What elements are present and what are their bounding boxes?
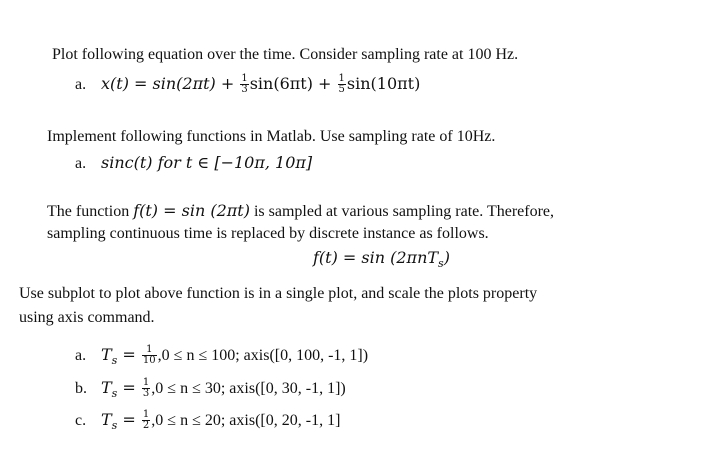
section2-item-a bbox=[75, 153, 312, 173]
fraction-one-third: $\frac{1}{3}$ bbox=[241, 73, 248, 95]
fraction-one-fifth: $\frac{1}{5}$ bbox=[338, 73, 345, 95]
formula-text: f(t) = sin (2πnT bbox=[313, 248, 439, 267]
item-label: a. bbox=[75, 155, 87, 172]
var: T bbox=[101, 410, 112, 429]
formula-close: ) bbox=[443, 248, 450, 267]
sub: s bbox=[111, 354, 118, 367]
item-label: a. bbox=[75, 347, 87, 364]
section2-intro: Implement following functions in Matlab. Use sampling rate of 10Hz. bbox=[47, 128, 496, 145]
equation-x-def: x(t) = sin(2πt) + bbox=[101, 74, 235, 93]
sub: s bbox=[111, 387, 118, 400]
section3-line2: sampling continuous time is replaced by discrete instance as follows. bbox=[47, 225, 489, 242]
formula-subscript: s bbox=[438, 257, 444, 270]
fraction: $\frac{1}{3}$ bbox=[142, 377, 150, 399]
sinc-expression: sinc(t) for t ∈ [−10π, 10π] bbox=[101, 153, 313, 172]
eq: = bbox=[117, 410, 136, 429]
eq: = bbox=[117, 345, 136, 364]
item-label: c. bbox=[75, 412, 87, 429]
section4-line1: Use subplot to plot above function is in a single plot, and scale the plots property bbox=[19, 285, 538, 302]
axis-text: ,0 ≤ n ≤ 30; axis([0, 30, -1, 1]) bbox=[151, 380, 346, 397]
section1-intro: Plot following equation over the time. Consider sampling rate at 100 Hz. bbox=[52, 46, 519, 63]
section3-line1 bbox=[47, 201, 554, 221]
sampled-formula bbox=[313, 248, 450, 270]
function-expression: f(t) = sin (2πt) bbox=[133, 201, 250, 220]
section1-item-a bbox=[75, 74, 420, 95]
section4-item-a bbox=[75, 345, 368, 367]
fraction: $\frac{1}{2}$ bbox=[142, 409, 150, 431]
equation-mid: sin(6πt) + bbox=[249, 74, 332, 93]
var: T bbox=[101, 345, 112, 364]
fraction: $\frac{1}{10}$ bbox=[142, 344, 156, 366]
section4-item-b bbox=[75, 378, 346, 400]
text: is sampled at various sampling rate. Therefore, bbox=[249, 203, 555, 220]
axis-text: ,0 ≤ n ≤ 100; axis([0, 100, -1, 1]) bbox=[157, 347, 369, 364]
section4-line2: using axis command. bbox=[19, 309, 155, 326]
text: The function bbox=[47, 203, 134, 220]
var: T bbox=[101, 378, 112, 397]
eq: = bbox=[117, 378, 136, 397]
axis-text: ,0 ≤ n ≤ 20; axis([0, 20, -1, 1] bbox=[151, 412, 341, 429]
sub: s bbox=[111, 419, 118, 432]
section4-item-c bbox=[75, 410, 340, 432]
equation-end: sin(10πt) bbox=[346, 74, 421, 93]
item-label: a. bbox=[75, 76, 87, 93]
item-label: b. bbox=[75, 380, 87, 397]
